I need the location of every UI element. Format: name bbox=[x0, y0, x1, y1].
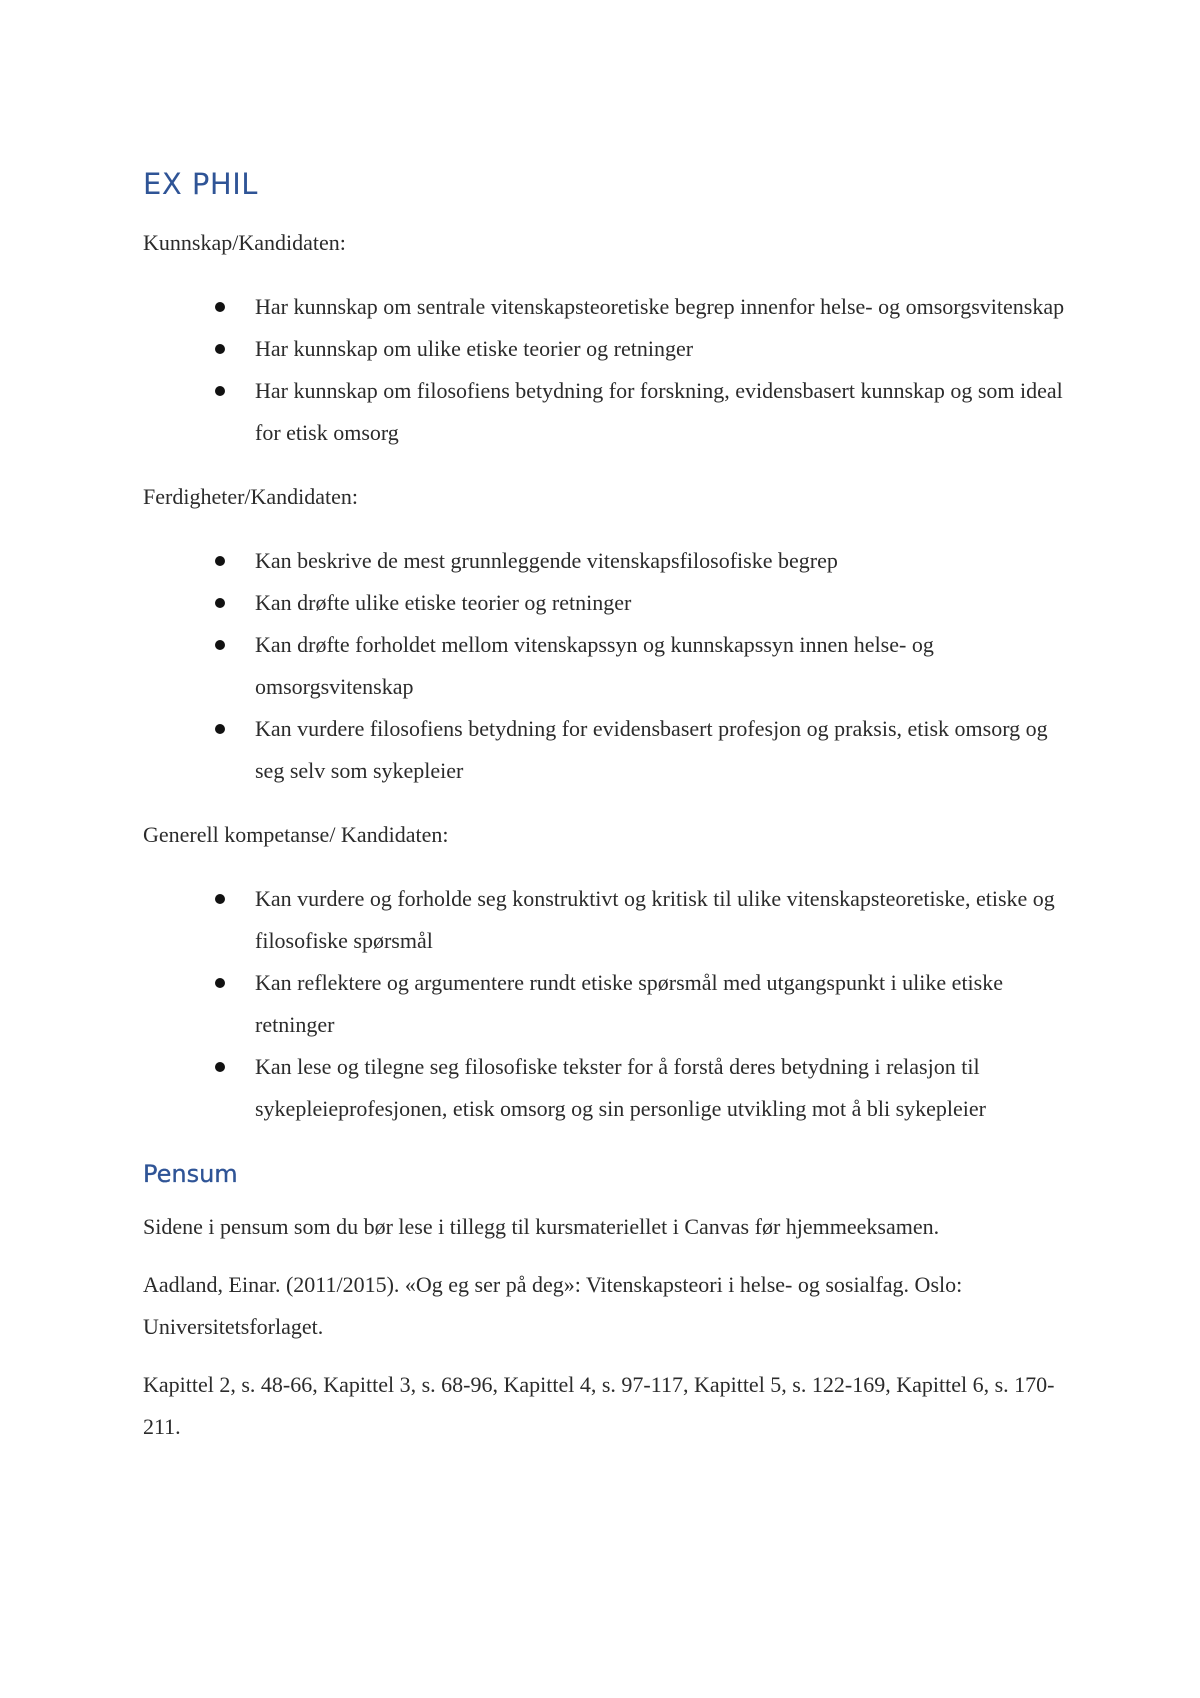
pensum-chapters: Kapittel 2, s. 48-66, Kapittel 3, s. 68-96, Kapittel 4, s. 97-117, Kapittel 5, s. 122-169, Kapittel 6, s. 170-211. bbox=[143, 1372, 1055, 1439]
bullet-icon bbox=[215, 386, 225, 396]
bullet-icon bbox=[215, 556, 225, 566]
bullet-icon bbox=[215, 894, 225, 904]
section-label-ferdigheter: Ferdigheter/Kandidaten: bbox=[143, 484, 359, 509]
list-item: Kan drøfte forholdet mellom vitenskapssyn og kunnskapssyn innen helse- og omsorgsvitenskap bbox=[255, 624, 1073, 708]
list-item: Kan reflektere og argumentere rundt etiske spørsmål med utgangspunkt i ulike etiske retninger bbox=[255, 962, 1073, 1046]
bullet-icon bbox=[215, 598, 225, 608]
list-item: Kan drøfte ulike etiske teorier og retninger bbox=[255, 582, 1073, 624]
bullet-icon bbox=[215, 302, 225, 312]
document-title: EX PHIL bbox=[143, 167, 258, 201]
pensum-reference: Aadland, Einar. (2011/2015). «Og eg ser på deg»: Vitenskapsteori i helse- og sosialfag. Oslo: Universitetsforlaget. bbox=[143, 1272, 963, 1339]
bullet-icon bbox=[215, 978, 225, 988]
list-generell-kompetanse bbox=[143, 878, 1073, 1130]
list-item: Kan vurdere og forholde seg konstruktivt og kritisk til ulike vitenskapsteoretiske, etiske og filosofiske spørsmål bbox=[255, 878, 1073, 962]
list-kunnskap bbox=[143, 286, 1073, 454]
list-item: Kan vurdere filosofiens betydning for evidensbasert profesjon og praksis, etisk omsorg og seg selv som sykepleier bbox=[255, 708, 1073, 792]
list-item: Har kunnskap om filosofiens betydning for forskning, evidensbasert kunnskap og som ideal for etisk omsorg bbox=[255, 370, 1073, 454]
pensum-intro: Sidene i pensum som du bør lese i tillegg til kursmateriellet i Canvas før hjemmeeksamen. bbox=[143, 1214, 940, 1239]
list-item: Kan beskrive de mest grunnleggende vitenskapsfilosofiske begrep bbox=[255, 540, 1073, 582]
bullet-icon bbox=[215, 344, 225, 354]
list-item: Har kunnskap om sentrale vitenskapsteoretiske begrep innenfor helse- og omsorgsvitenskap bbox=[255, 286, 1073, 328]
list-item: Har kunnskap om ulike etiske teorier og retninger bbox=[255, 328, 1073, 370]
section-label-kunnskap: Kunnskap/Kandidaten: bbox=[143, 230, 346, 255]
pensum-heading: Pensum bbox=[143, 1160, 238, 1188]
list-item: Kan lese og tilegne seg filosofiske tekster for å forstå deres betydning i relasjon til sykepleieprofesjonen, etisk omsorg og sin personlige utvikling mot å bli sykepleier bbox=[255, 1046, 1073, 1130]
bullet-icon bbox=[215, 724, 225, 734]
document-page bbox=[143, 160, 1073, 1464]
section-label-generell-kompetanse: Generell kompetanse/ Kandidaten: bbox=[143, 822, 449, 847]
list-ferdigheter bbox=[143, 540, 1073, 792]
bullet-icon bbox=[215, 640, 225, 650]
bullet-icon bbox=[215, 1062, 225, 1072]
